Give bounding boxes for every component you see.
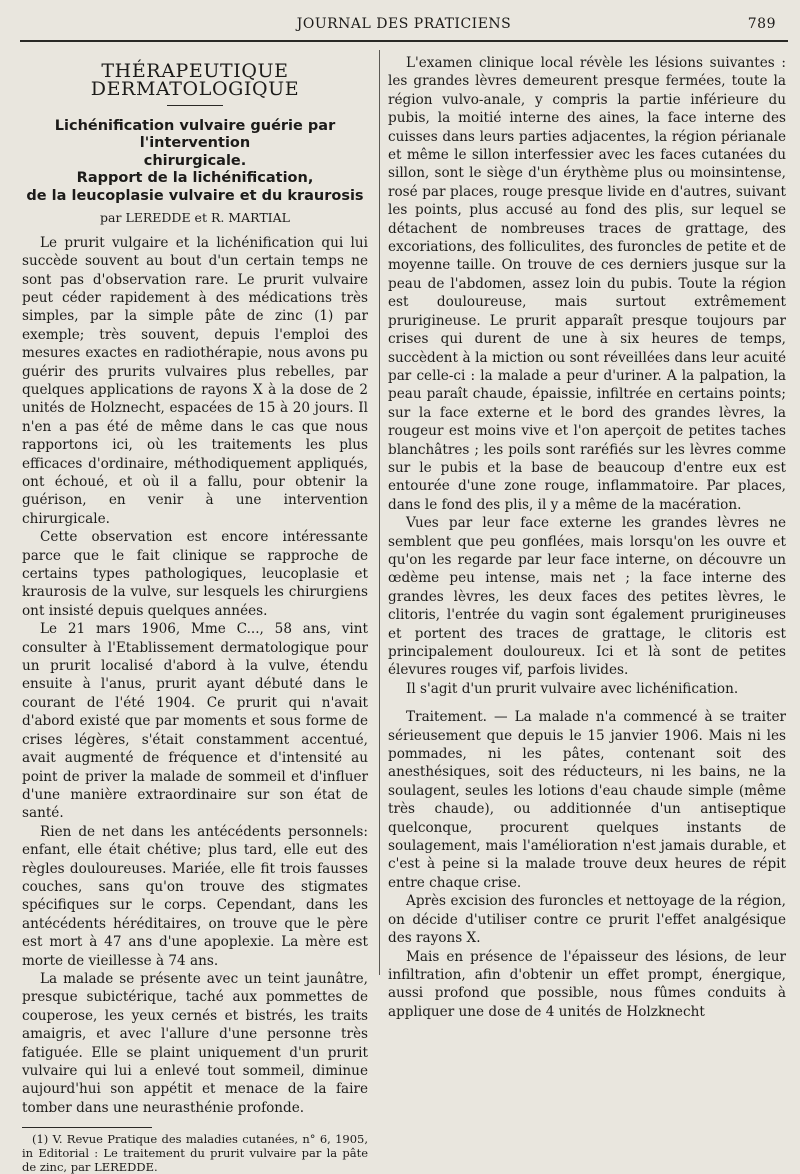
left-column (22, 54, 368, 1174)
article-title-line-1: Lichénification vulvaire guérie par l'intervention (54, 117, 336, 152)
paragraph: Après excision des furoncles et nettoyage de la région, on décide d'utiliser contre ce prurit l'effet analgésique des rayons X. (388, 893, 786, 947)
footnote (22, 1132, 368, 1174)
footnote-text: (1) V. Revue Pratique des maladies cutanées, n° 6, 1905, in Editorial : Le traitement du prurit vulvaire par la pâte de zinc, par LEREDDE. (22, 1132, 368, 1174)
article-title-line-2: chirurgicale. (143, 152, 247, 169)
paragraph: Traitement. — La malade n'a commencé à se traiter sérieusement que depuis le 15 janvier 1906. Mais ni les pommades, ni les pâtes, contenant soit des anesthésiques, soit des réducteurs, ni les bains, ne la soulagent, seules les lotions d'eau chaude simple (même très chaude), ou additionnée d'un antiseptique quelconque, procurent quelques instants de soulagement, mais l'amélioration n'est jamais durable, et c'est à peine si la malade trouve deux heures de répit entre chaque crise. (388, 709, 786, 891)
right-column (388, 54, 786, 1021)
paragraph: Le 21 mars 1906, Mme C..., 58 ans, vint consulter à l'Etablissement dermatologique pour un prurit localisé d'abord à la vulve, étendu ensuite à l'anus, prurit ayant débuté dans le courant de l'été 1904. Ce prurit qui n'avait d'abord existé que par moments et sous forme de crises légères, s'était constamment accentué, avait augmenté de fréquence et d'intensité au point de priver la malade de sommeil et d'influer d'une manière extraordinaire sur son état de santé. (22, 621, 368, 822)
byline: par LEREDDE et R. MARTIAL (100, 210, 290, 226)
paragraph: L'examen clinique local révèle les lésions suivantes : les grandes lèvres demeurent presque fermées, toute la région vulvo-anale, y compris la partie inférieure du pubis, la moitié interne des aines, la face interne des cuisses dans leurs parties adjacentes, la région périanale et même le sillon interfessier avec les faces cutanées du sillon, sont le siège d'un érythème plus ou moinsintense, rosé par places, rouge presque livide en d'autres, suivant les points, plus accusé au fond des plis, sur lequel se détachent de nombreuses traces de grattage, des excoriations, des folliculites, des furoncles de petite et de moyenne taille. On trouve de ces derniers jusque sur la peau de l'abdomen, assez loin du pubis. Toute la région est douloureuse, mais surtout extrêmement prurigineuse. Le prurit apparaît presque toujours par crises qui durent de une à six heures de temps, succèdent à la miction ou sont réveillées dans leur acuité par celle-ci : la malade a peur d'uriner. A la palpation, la peau paraît chaude, épaissie, infiltrée en certains points; sur la face externe et le bord des grandes lèvres, la rougeur est moins vive et l'on aperçoit de petites taches blanchâtres ; les poils sont raréfiés sur les lèvres comme sur le pubis et la base de beaucoup d'entre eux est entourée d'une zone rouge, inflammatoire. Par places, dans le fond des plis, il y a même de la macération. (388, 55, 786, 513)
running-title: JOURNAL DES PRATICIENS (296, 16, 512, 32)
section-rule (167, 105, 223, 106)
paragraph: La malade se présente avec un teint jaunâtre, presque subictérique, taché aux pommettes de couperose, les yeux cernés et bistrés, les traits amaigris, et avec l'allure d'une personne très fatiguée. Elle se plaint uniquement d'un prurit vulvaire qui lui a enlevé tout sommeil, diminue aujourd'hui son appétit et menace de la faire tomber dans une neurasthénie profonde. (22, 970, 368, 1116)
running-head (20, 16, 788, 38)
article-title-line-3: Rapport de la lichénification, (76, 170, 314, 187)
paragraph: Il s'agit d'un prurit vulvaire avec lichénification. (406, 680, 739, 697)
section-title: THÉRAPEUTIQUE DERMATOLOGIQUE (90, 60, 300, 101)
column-divider (379, 50, 380, 975)
paragraph: Mais en présence de l'épaisseur des lésions, de leur infiltration, afin d'obtenir un effet prompt, énergique, aussi profond que possible, nous fûmes conduits à appliquer une dose de 4 unités de Holzknecht (388, 948, 786, 1020)
paragraph: Le prurit vulgaire et la lichénification qui lui succède souvent au bout d'un certain temps ne sont pas d'observation rare. Le prurit vulvaire peut céder rapidement à des médications très simples, par la simple pâte de zinc (1) par exemple; très souvent, depuis l'emploi des mesures exactes en radiothérapie, nous avons pu guérir des prurits vulvaires plus rebelles, par quelques applications de rayons X à la dose de 2 unités de Holznecht, espacées de 15 à 20 jours. Il n'en a pas été de même dans le cas que nous rapportons ici, où les traitements les plus efficaces d'ordinaire, méthodiquement appliqués, ont échoué, et où il a fallu, pour obtenir la guérison, en venir à une intervention chirurgicale. (22, 234, 368, 527)
paragraph: Cette observation est encore intéressante parce que le fait clinique se rapproche de certains types pathologiques, leucoplasie et kraurosis de la vulve, sur lesquels les chirurgiens ont insisté depuis quelques années. (22, 529, 368, 619)
article-title-line-4: de la leucoplasie vulvaire et du kraurosis (26, 187, 364, 204)
paragraph: Rien de net dans les antécédents personnels: enfant, elle était chétive; plus tard, elle eut des règles douloureuses. Mariée, elle fit trois fausses couches, sans qu'on trouve des stigmates spécifiques sur le corps. Cependant, dans les antécédents héréditaires, on trouve que le père est mort à 47 ans d'une apoplexie. La mère est morte de vieillesse à 74 ans. (22, 823, 368, 969)
page-number: 789 (747, 16, 776, 32)
header-rule (20, 40, 788, 42)
paragraph: Vues par leur face externe les grandes lèvres ne semblent que peu gonflées, mais lorsqu'on les ouvre et qu'on les regarde par leur face interne, on découvre un œdème peu intense, mais net ; la face interne des grandes lèvres, les deux faces des petites lèvres, le clitoris, l'entrée du vagin sont également prurigineuses et portent des traces de grattage, le clitoris est principalement douloureux. Ici et là sont de petites élevures rouges vif, parfois livides. (388, 515, 786, 679)
footnote-rule (22, 1127, 152, 1128)
